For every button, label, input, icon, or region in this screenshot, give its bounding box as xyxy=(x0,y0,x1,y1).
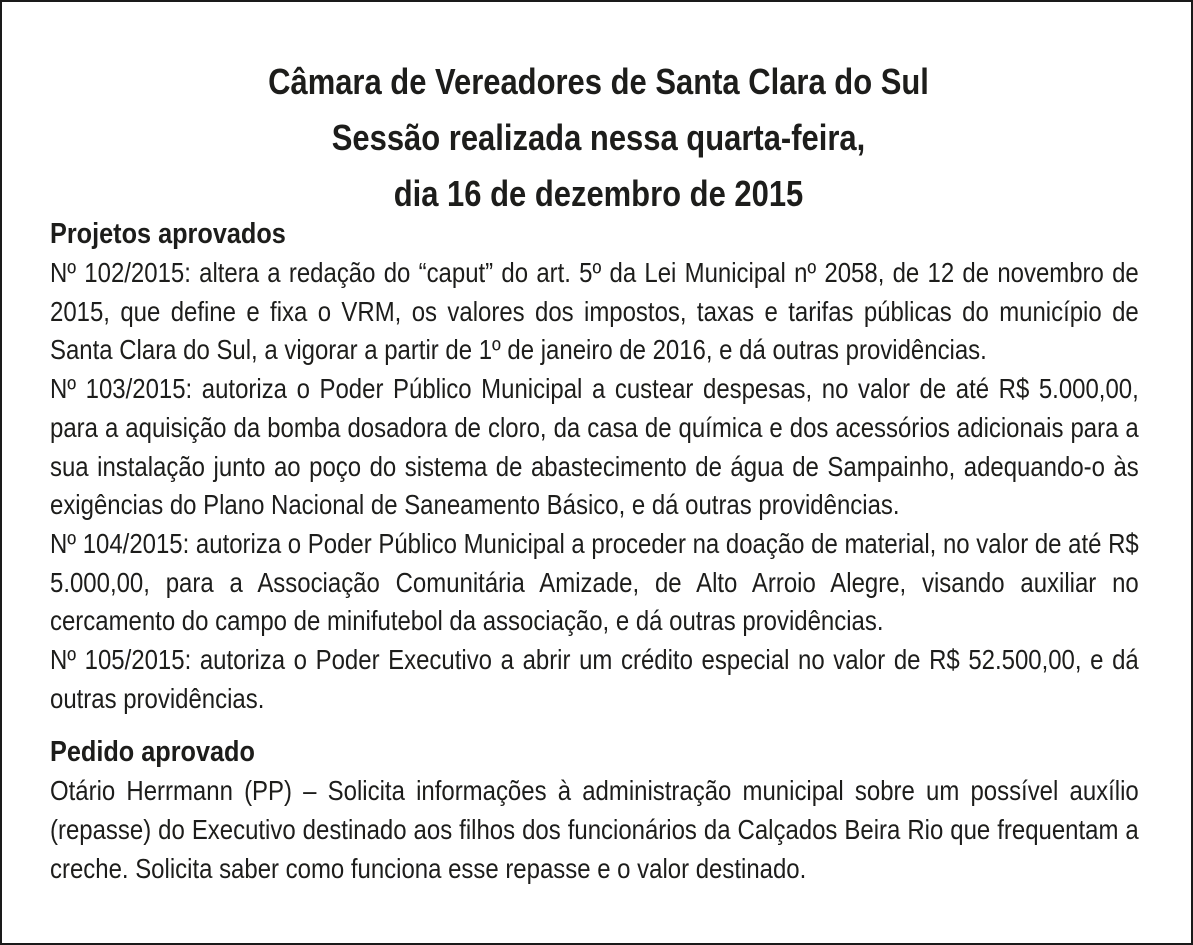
title-line-1: Câmara de Vereadores de Santa Clara do Sul xyxy=(268,61,929,102)
title-line-2: Sessão realizada nessa quarta-feira, xyxy=(331,117,866,158)
request-paragraph: Otário Herrmann (PP) – Solicita informações à administração municipal sobre um possível auxílio (repasse) do Executivo destinado aos filhos dos funcionários da Calçados Beira Rio que frequentam a creche. Solicita saber como funciona esse repasse e o valor destinado. xyxy=(50,775,1139,884)
section-projetos-aprovados xyxy=(50,214,1139,718)
notice-body xyxy=(50,214,1139,889)
project-104-paragraph: Nº 104/2015: autoriza o Poder Público Municipal a proceder na doação de material, no valor de até R$ 5.000,00, para a Associação Comunitária Amizade, de Alto Arroio Alegre, visando auxiliar no cercamento do campo de minifutebol da associação, e dá outras providências. xyxy=(50,527,1139,637)
section-pedido-aprovado xyxy=(50,732,1139,888)
title-line-3: dia 16 de dezembro de 2015 xyxy=(393,173,804,214)
project-105-paragraph: Nº 105/2015: autoriza o Poder Executivo a abrir um crédito especial no valor de R$ 52.500,00, e dá outras providências. xyxy=(50,644,1139,714)
project-102-paragraph: Nº 102/2015: altera a redação do “caput” do art. 5º da Lei Municipal nº 2058, de 12 de novembro de 2015, que define e fixa o VRM, os valores dos impostos, taxas e tarifas públicas do município de Santa Clara do Sul, a vigorar a partir de 1º de janeiro de 2016, e dá outras providências. xyxy=(50,257,1139,366)
notice-title xyxy=(86,54,1112,222)
section-heading: Projetos aprovados xyxy=(50,218,286,250)
project-103-paragraph: Nº 103/2015: autoriza o Poder Público Municipal a custear despesas, no valor de até R$ 5.000,00, para a aquisição da bomba dosadora de cloro, da casa de química e dos acessórios adicionais para a sua instalação junto ao poço do sistema de abastecimento de água de Sampainho, adequando-o às exigências do Plano Nacional de Saneamento Básico, e dá outras providências. xyxy=(50,373,1139,521)
section-heading: Pedido aprovado xyxy=(50,736,255,769)
